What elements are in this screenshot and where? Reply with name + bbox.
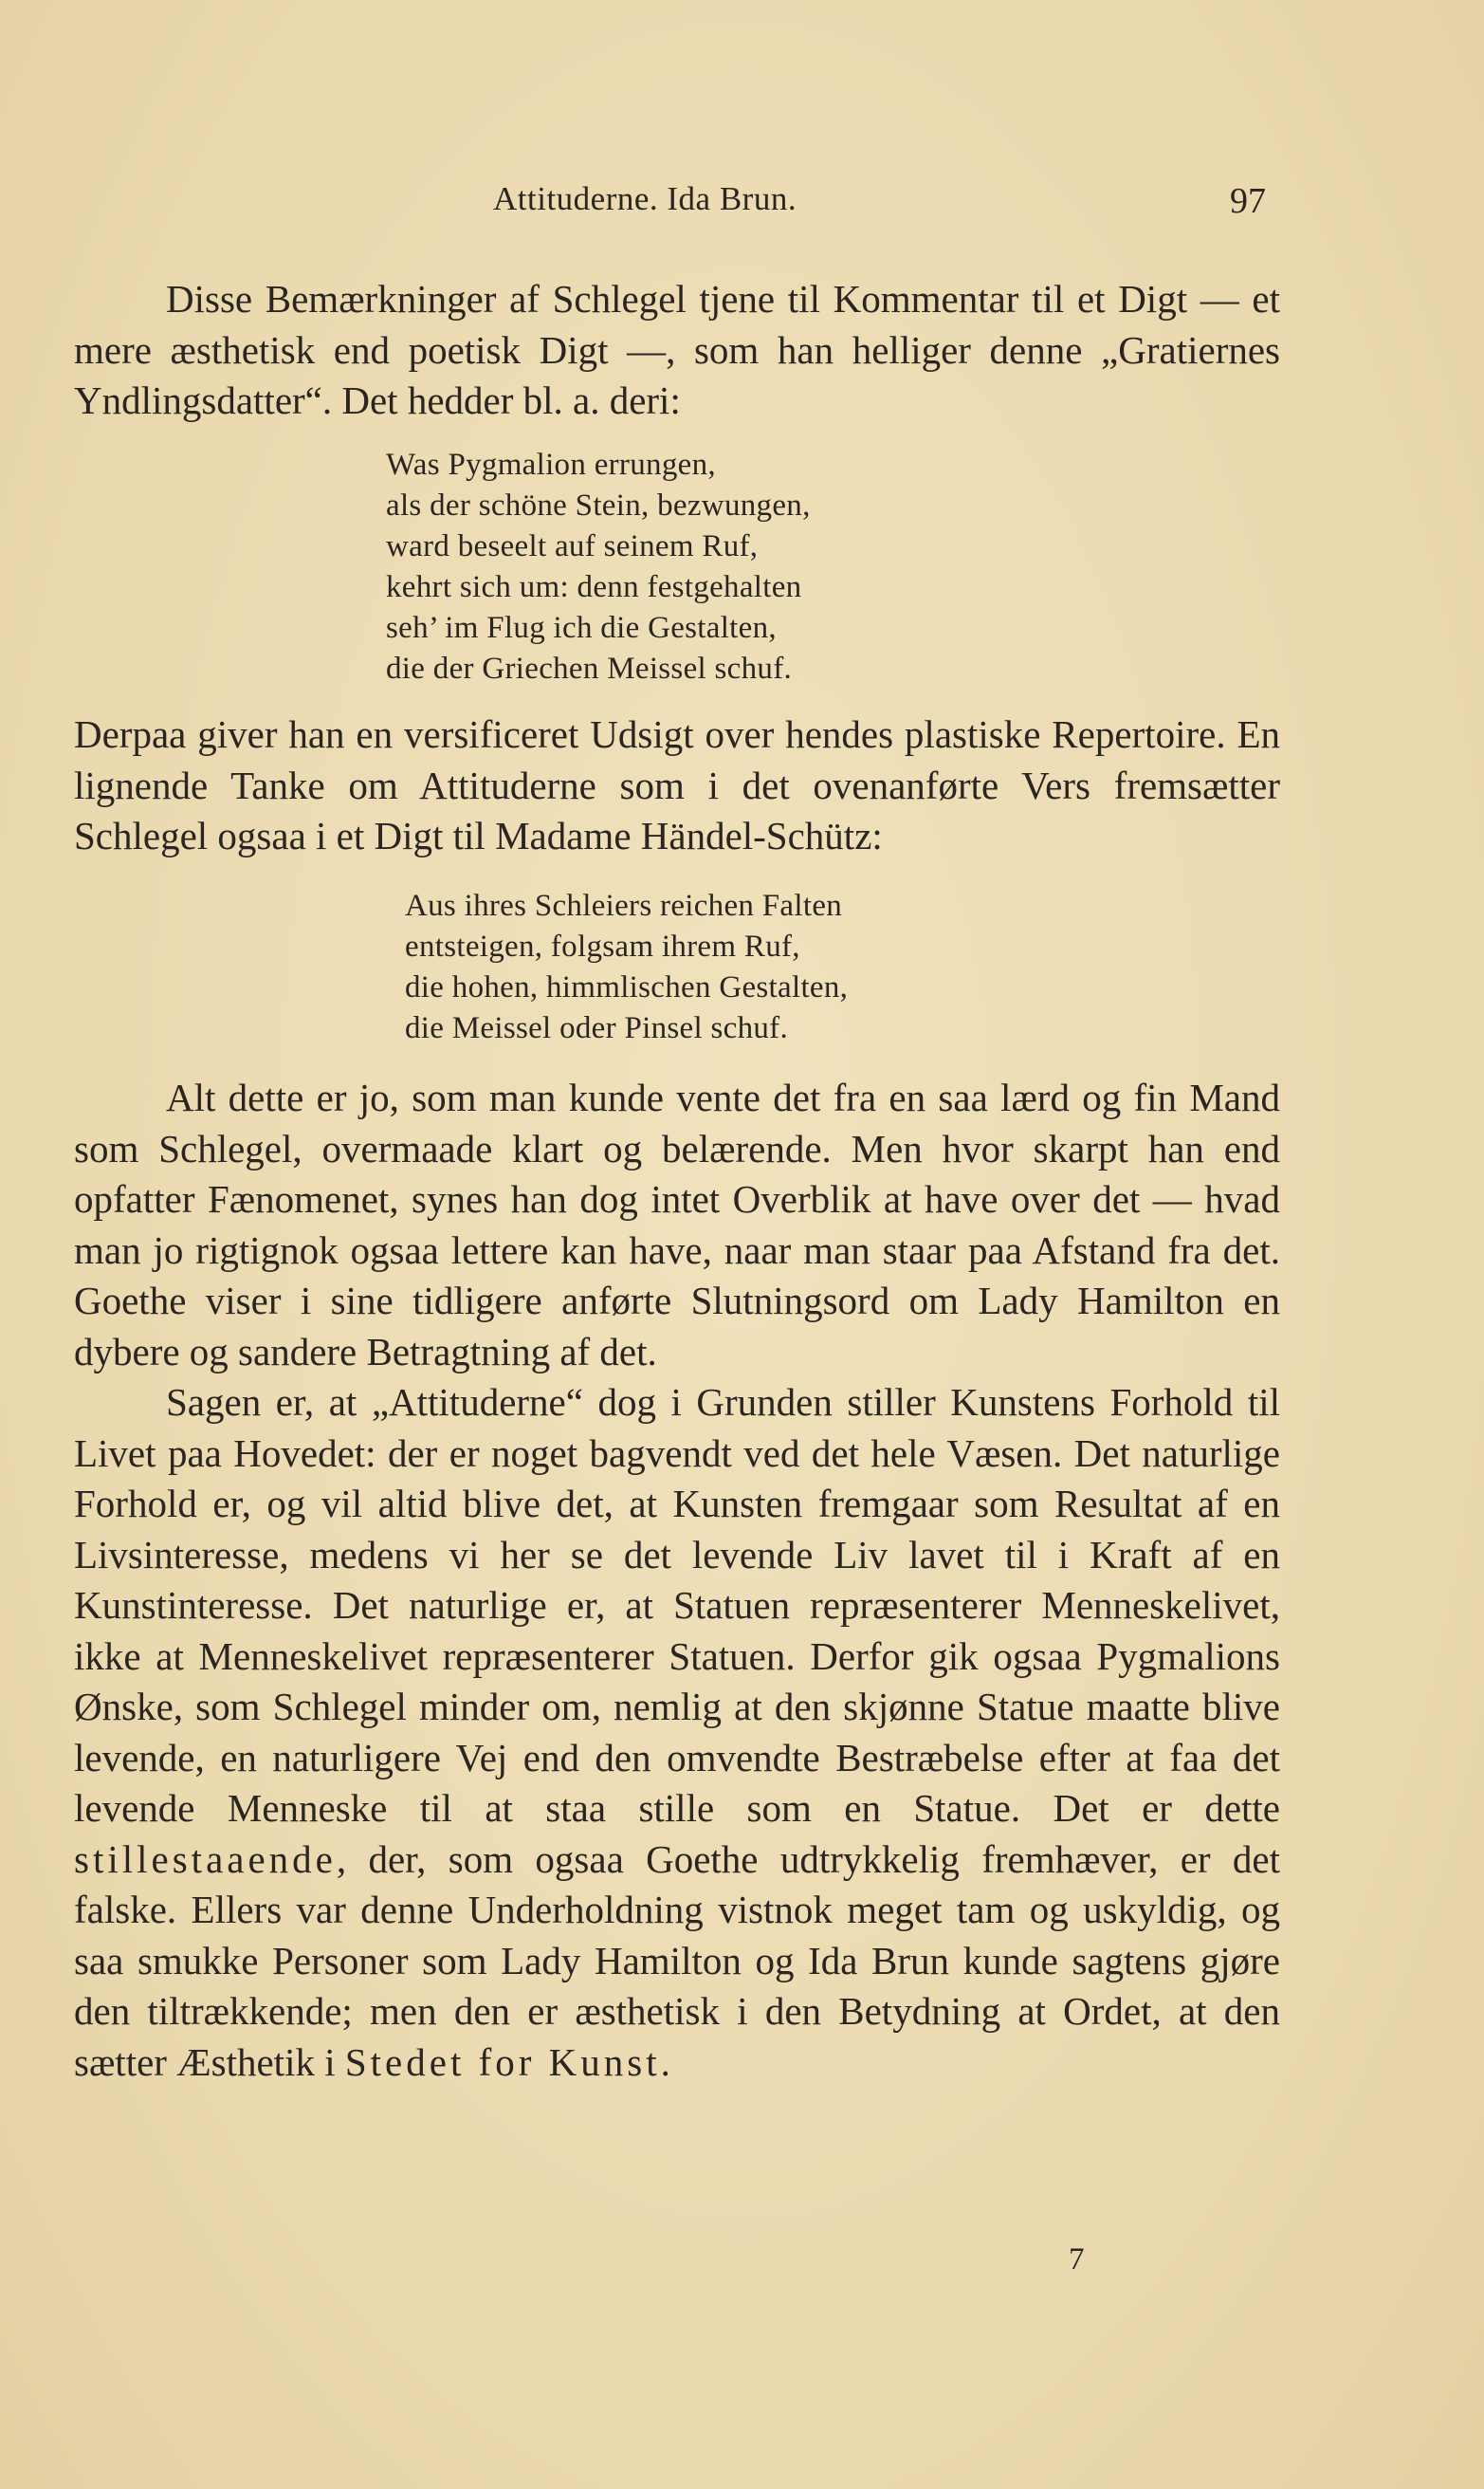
verse-line: entsteigen, folgsam ihrem Ruf, xyxy=(405,930,800,964)
paragraph-1 xyxy=(74,274,1280,427)
verse-line: die der Griechen Meissel schuf. xyxy=(386,652,793,686)
paragraph-2 xyxy=(74,710,1280,862)
verse-line: die hohen, himmlischen Gestalten, xyxy=(405,970,849,1005)
verse-line: als der schöne Stein, bezwungen, xyxy=(386,489,811,523)
verse-line: ward beseelt auf seinem Ruf, xyxy=(386,529,759,563)
verse-line: kehrt sich um: denn festgehalten xyxy=(386,570,802,604)
running-title: Attituderne. Ida Brun. xyxy=(493,180,797,217)
paragraph-3-4 xyxy=(74,1073,1280,2088)
paragraph-4-middle: , der, som ogsaa Goethe udtrykkelig fremhæver, er det falske. Ellers var denne Underholdning vistnok meget tam og uskyldig, og saa smukke Personer som Lady Hamilton og Ida Brun kunde sagtens gjøre den tiltrækkende; men den er æsthetisk i den Betydning at Ordet, at den sætter Æsthetik i xyxy=(74,1836,1280,2084)
paragraph-4-text xyxy=(74,1377,1280,2088)
page-number: 97 xyxy=(1230,181,1266,221)
spaced-phrase-stedet-for-kunst: Stedet for Kunst xyxy=(344,2039,661,2084)
verse-line: Was Pygmalion errungen, xyxy=(386,448,716,482)
paragraph-1-text: Disse Bemærkninger af Schlegel tjene til Kommentar til et Digt — et mere æsthetisk end poetisk Digt —, som han helliger denne „Gratiernes Yndlingsdatter“. Det hedder bl. a. deri: xyxy=(74,277,1280,422)
paragraph-4-before: Sagen er, at „Attituderne“ dog i Grunden stiller Kunstens Forhold til Livet paa Hovedet: der er noget bagvendt ved det hele Væsen. Det naturlige Forhold er, og vil altid blive det, at Kunsten fremgaar som Resultat af en Livsinteresse, medens vi her se det levende Liv lavet til i Kraft af en Kunstinteresse. Det naturlige er, at Statuen repræsenterer Menneskelivet, ikke at Menneskelivet repræsenterer Statuen. Derfor gik ogsaa Pygmalions Ønske, som Schlegel minder om, nemlig at den skjønne Statue maatte blive levende, en naturligere Vej end den omvendte Bestræbelse efter at faa det levende Menneske til at staa stille som en Statue. Det er dette xyxy=(74,1380,1280,1830)
paragraph-2-text: Derpaa giver han en versificeret Udsigt over hendes plastiske Repertoire. En lignende Tanke om Attituderne som i det ovenanførte Vers fremsætter Schlegel ogsaa i et Digt til Madame Händel-Schütz: xyxy=(74,712,1280,857)
verse-line: die Meissel oder Pinsel schuf. xyxy=(405,1011,789,1045)
verse-block-2 xyxy=(405,886,848,1049)
signature-mark: 7 xyxy=(1069,2242,1085,2277)
spaced-word-stillestaaende: stillestaaende xyxy=(74,1836,337,1881)
verse-line: seh’ im Flug ich die Gestalten, xyxy=(386,611,777,645)
paragraph-4-after: . xyxy=(660,2039,670,2084)
paragraph-3-text: Alt dette er jo, som man kunde vente det fra en saa lærd og fin Mand som Schlegel, overmaade klart og belærende. Men hvor skarpt han end opfatter Fænomenet, synes han dog intet Overblik at have over det — hvad man jo rigtignok ogsaa lettere kan have, naar man staar paa Afstand fra det. Goethe viser i sine tidligere anførte Slutningsord om Lady Hamilton en dybere og sandere Betragtning af det. xyxy=(74,1076,1280,1374)
verse-line: Aus ihres Schleiers reichen Falten xyxy=(405,889,843,923)
verse-block-1 xyxy=(386,445,811,690)
